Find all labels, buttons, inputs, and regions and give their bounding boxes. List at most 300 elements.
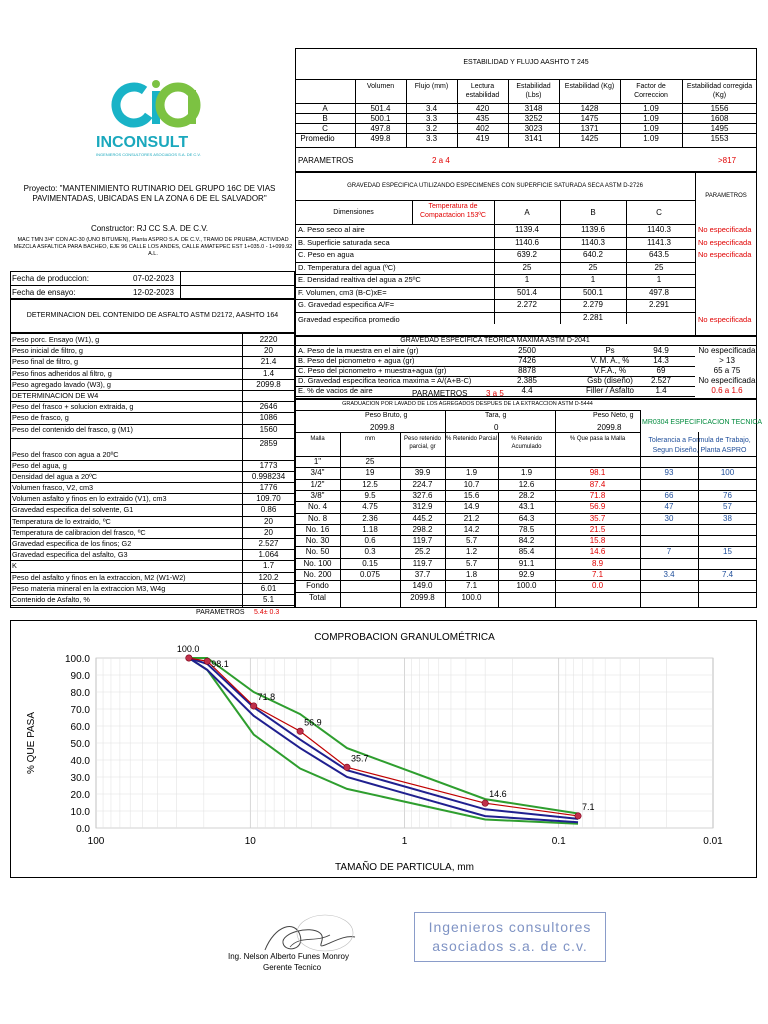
grading-cell: 327.6	[412, 490, 433, 500]
grading-cell: 0.6	[364, 536, 376, 546]
grading-col-line	[445, 410, 446, 432]
stability-cell: 1475	[580, 114, 599, 123]
extraction-value: 0.998234	[251, 471, 286, 481]
extraction-value: 21.4	[260, 357, 277, 367]
gravity-col-header: A	[524, 208, 530, 217]
grading-cell: 0.3	[364, 547, 376, 557]
data-point	[204, 658, 210, 664]
grading-tol-high: 38	[723, 513, 732, 523]
gravity-title: GRAVEDAD ESPECIFICA UTILIZANDO ESPECIMENES CON SUPERFICIE SATURADA SECA ASTM D-2726	[347, 183, 643, 189]
theoretical-row-label: B. Peso del picnometro + agua (gr)	[298, 356, 415, 365]
grading-cell: 7.1	[465, 581, 478, 591]
data-label: 71.8	[257, 691, 276, 702]
gravity-cell: 2.279	[582, 300, 604, 309]
data-point	[344, 764, 350, 770]
chart-title: COMPROBACION GRANULOMÉTRICA	[314, 632, 495, 643]
grading-cell: 25.2	[414, 547, 431, 557]
grading-cell: No. 30	[305, 536, 330, 546]
grading-tare: 0	[494, 423, 499, 432]
grading-cell: 0.15	[362, 558, 378, 568]
stability-cell: 3.3	[425, 114, 438, 123]
theoretical-key-value: 69	[656, 366, 666, 375]
grading-header: Malla	[310, 436, 325, 442]
grading-cell: 5.7	[465, 558, 478, 568]
stability-cell: 1371	[580, 124, 599, 133]
test-date: 12-02-2023	[133, 288, 174, 297]
y-tick-label: 70.0	[70, 705, 90, 716]
gravity-param: No especificada	[698, 237, 752, 247]
grading-gross: 2099.8	[370, 423, 395, 432]
grading-cell: No. 50	[305, 547, 330, 557]
stability-cell: 1.09	[643, 134, 659, 143]
gravity-cell: 497.8	[648, 287, 670, 297]
extraction-row-label: Contenido de Asfalto, %	[12, 595, 90, 604]
grading-tol-low: 93	[664, 468, 674, 478]
stability-header: Estabilidad (Kg)	[564, 83, 615, 90]
theoretical-value: 4.4	[521, 386, 533, 395]
grading-cell: No. 4	[307, 502, 328, 512]
grading-cell: 87.4	[589, 479, 606, 489]
grading-header: % Retenido Parcial	[445, 436, 498, 442]
grading-tare-label: Tara, g	[485, 412, 507, 419]
stamp-line-1: Ingenieros consultores	[428, 919, 592, 935]
extraction-value: 2.527	[258, 539, 279, 548]
stability-cell: 500.1	[370, 114, 391, 123]
extraction-row-label: Peso agregado lavado (W3), g	[12, 379, 111, 389]
mix-description: MAC TMN 3/4" CON AC-30 (UNO BITUMEN), Planta ASPRO S.A. DE C.V., TRAMO DE PRUEBA, ACTIVIDAD MEZCLA ASFALTICA PARA BACHEO, EJE 96 CALLE LOS ANDES, CALLE AMATEPEC EST 1+035.0 - 1+099.92 A.L.	[13, 237, 293, 257]
extraction-param-label: PARAMETROS	[196, 609, 245, 616]
grading-cell: 37.7	[414, 570, 431, 579]
grading-cell: 1.8	[465, 570, 478, 579]
grading-cell: 19	[365, 468, 375, 478]
grading-tol-title: Tolerancia a Formula de Trabajo, Segun Diseño, Planta ASPRO	[648, 437, 751, 454]
extraction-param-value: 5.4± 0.3	[254, 609, 280, 616]
theoretical-key-value: 1.4	[655, 386, 667, 395]
extraction-value: 1.7	[262, 561, 275, 571]
x-tick-label: 0.01	[703, 836, 723, 847]
gravity-cell: 643.5	[648, 250, 670, 259]
gravity-col-header: B	[590, 208, 596, 217]
gravity-row-label: C. Peso en agua	[298, 250, 354, 259]
extraction-row-label: Temperatura de lo extraido, ºC	[12, 516, 111, 526]
theoretical-key: V.F.A., %	[593, 366, 627, 375]
grading-cell: 35.7	[589, 513, 606, 523]
grading-cell: 14.9	[463, 502, 480, 512]
extraction-row-label: Gravedad especifica del asfalto, G3	[12, 550, 128, 560]
grading-cell: 8.9	[591, 558, 604, 568]
extraction-row-label: Peso del contenido del frasco, g (M1)	[12, 424, 133, 434]
gravity-cell: 2.272	[516, 300, 538, 309]
grading-cell: 1/2"	[310, 479, 325, 489]
gravity-cell: 25	[588, 262, 598, 272]
grading-row-line	[295, 592, 757, 593]
extraction-value: 20	[264, 516, 273, 526]
grading-cell: 14.2	[463, 524, 480, 534]
theoretical-param-voids: 3 a 5	[486, 389, 504, 398]
stability-row-id: A	[322, 104, 328, 113]
grading-cell: 312.9	[412, 502, 433, 512]
gravity-avg: 2.281	[582, 312, 604, 322]
grading-cell: 28.2	[518, 490, 535, 500]
theoretical-key-value: 2.527	[650, 376, 672, 385]
production-date: 07-02-2023	[133, 274, 174, 283]
extraction-value: 6.01	[260, 583, 277, 593]
stability-cell: 3.4	[425, 104, 438, 113]
gravity-cell: 1139.6	[581, 225, 605, 234]
gravity-cell: 25	[522, 262, 532, 272]
grading-header: Peso retenido parcial, gr	[403, 436, 442, 450]
stamp-line-2: asociados s.a. de c.v.	[432, 938, 588, 954]
theoretical-value: 8878	[518, 366, 536, 375]
grading-header: % Retenido Acumulado	[510, 436, 543, 450]
y-tick-label: 90.0	[70, 671, 90, 682]
theoretical-row-label: A. Peso de la muestra en el aire (gr)	[298, 346, 419, 355]
extraction-value: 2646	[259, 402, 278, 412]
stability-cell: 419	[475, 134, 490, 143]
extraction-row-label: Peso del asfalto y finos en la extraccion, M2 (W1-W2)	[12, 572, 186, 582]
grading-tol-high: 57	[723, 502, 732, 512]
gravity-cell: 1141.3	[647, 237, 671, 247]
gravity-cell: 1140.3	[647, 225, 671, 234]
stability-cell: 402	[475, 124, 490, 133]
grading-tol-high: 100	[720, 468, 735, 478]
gravity-row-label: G. Gravedad especifica A/F=	[298, 300, 395, 309]
theoretical-key: V. M. A., %	[590, 356, 630, 365]
extraction-row-label: Peso materia mineral en la extraccion M3, W4g	[12, 583, 166, 593]
gravity-temp-label: Temperatura de Compactacion 153ºC	[420, 203, 486, 219]
test-label: Fecha de ensayo:	[12, 288, 76, 297]
theoretical-param: No especificada	[698, 376, 756, 385]
theoretical-key-value: 14.3	[653, 356, 669, 365]
stability-cell: 1.09	[643, 114, 659, 123]
stability-title: ESTABILIDAD Y FLUJO AASHTO T 245	[463, 59, 589, 66]
theoretical-param: 65 a 75	[713, 366, 741, 375]
extraction-row-label: K	[12, 561, 17, 571]
y-tick-label: 100.0	[64, 654, 90, 665]
grading-cell: Total	[309, 592, 326, 602]
stability-cell: 3023	[524, 124, 543, 133]
extraction-value: 109.70	[256, 494, 281, 504]
extraction-row-label: Peso del agua, g	[12, 460, 67, 470]
grading-header: mm	[365, 436, 375, 442]
y-tick-label: 40.0	[70, 756, 90, 767]
grading-cell: 39.9	[414, 468, 431, 478]
gravity-param: No especificada	[698, 225, 752, 234]
grading-tol-low: 30	[664, 513, 674, 523]
grading-cell: 298.2	[412, 524, 433, 534]
grading-cell: 4.75	[362, 502, 378, 512]
stability-cell: 420	[475, 104, 490, 113]
extraction-value: 2099.8	[256, 379, 281, 389]
stability-cell: 497.8	[370, 124, 391, 133]
grading-cell: 12.5	[362, 479, 378, 489]
theoretical-row-label: C. Peso del picnometro + muestra+agua (gr)	[298, 366, 447, 375]
grading-cell: 78.5	[518, 524, 535, 534]
theoretical-title: GRAVEDAD ESPECIFICA TEORICA MAXIMA ASTM D-2041	[400, 337, 590, 344]
x-axis-label: TAMAÑO DE PARTICULA, mm	[335, 862, 474, 873]
production-label: Fecha de produccion:	[12, 274, 89, 283]
grading-net: 2099.8	[597, 423, 622, 432]
extraction-row-label: Peso final de filtro, g	[12, 357, 79, 367]
constructor-name: Constructor: RJ CC S.A. DE C.V.	[90, 224, 209, 233]
grading-cell: 1"	[313, 457, 322, 466]
grading-cell: 2.36	[362, 513, 378, 523]
grading-cell: 224.7	[412, 479, 433, 489]
grading-cell: 2099.8	[410, 592, 435, 602]
grading-cell: 98.1	[589, 468, 606, 478]
stability-cell: 3.2	[425, 124, 438, 133]
extraction-row-label: Densidad del agua a 20ºC	[12, 471, 98, 481]
stability-cell: 3252	[524, 114, 543, 123]
theoretical-param-label: PARAMETROS	[412, 389, 468, 398]
grading-gross-label: Peso Bruto, g	[365, 412, 408, 419]
data-label: 100.0	[176, 644, 200, 654]
grading-cell: No. 8	[307, 513, 328, 523]
gravity-cell: 640.2	[582, 250, 604, 259]
grading-cell: 119.7	[412, 558, 433, 568]
grading-title: GRADUACION POR LAVADO DE LOS AGREGADOS DESPUES DE LA EXTRACCION ASTM D-5444	[342, 401, 593, 407]
gravity-row-label: B. Superficie saturada seca	[298, 237, 390, 247]
gravity-cell: 1	[590, 275, 596, 284]
company-logo	[96, 78, 206, 158]
y-tick-label: 60.0	[70, 722, 90, 733]
grading-cell: 71.8	[589, 490, 606, 500]
extraction-value: 5.1	[262, 595, 275, 604]
stability-header: Estabilidad (Lbs)	[516, 83, 551, 99]
signer-role: Gerente Tecnico	[263, 963, 322, 972]
gravity-param: No especificada	[698, 250, 752, 259]
signer-name: Ing. Nelson Alberto Funes Monroy	[228, 952, 349, 961]
y-tick-label: 80.0	[70, 688, 90, 699]
gravity-row-label: A. Peso seco al aire	[298, 225, 365, 234]
grading-cell: 1.2	[465, 547, 478, 557]
grading-cell: No. 100	[303, 558, 332, 568]
stability-cell: 1553	[710, 134, 729, 143]
extraction-row-label: Volumen frasco, V2, cm3	[12, 483, 94, 492]
y-tick-label: 20.0	[70, 790, 90, 801]
stability-cell: 1556	[710, 104, 729, 113]
grading-cell: 119.7	[412, 536, 433, 546]
gravity-avg-label: Gravedad especifica promedio	[298, 314, 400, 324]
theoretical-param: No especificada	[698, 346, 756, 355]
extraction-value: 1776	[259, 483, 278, 492]
theoretical-param: > 13	[719, 356, 735, 365]
stability-cell: 1.09	[643, 104, 659, 113]
data-label: 56.9	[304, 717, 322, 728]
data-label: 7.1	[582, 801, 595, 812]
theoretical-value: 2500	[518, 346, 536, 355]
project-title: Proyecto: "MANTENIMIENTO RUTINARIO DEL GRUPO 16C DE VIAS PAVIMENTADAS, UBICADAS EN LA ZONA 6 DE EL SALVADOR"	[23, 184, 276, 203]
grading-cell: 1.18	[362, 524, 378, 534]
gravity-cell: 639.2	[516, 250, 538, 259]
grading-cell: 149.0	[412, 581, 433, 591]
grading-cell: 5.7	[465, 536, 478, 546]
gravity-cell: 1140.6	[515, 237, 539, 247]
grading-cell: 15.6	[463, 490, 480, 500]
grading-col-line	[640, 410, 641, 432]
y-tick-label: 30.0	[70, 773, 90, 784]
grading-spec-title: MR0304 ESPECIFICACION TECNICA	[642, 419, 763, 426]
grading-tol-high: 15	[723, 547, 732, 557]
grading-col-line	[555, 410, 556, 432]
theoretical-row-label: D. Gravedad especifica teorica maxima = A/(A+B-C)	[298, 376, 472, 385]
stability-row-id: C	[322, 124, 328, 133]
theoretical-param: 0.6 a 1.6	[711, 386, 743, 395]
grading-net-label: Peso Neto, g	[593, 412, 634, 419]
extraction-row-label: Peso del frasco con agua a 20ºC	[12, 449, 119, 459]
data-label: 98.1	[211, 659, 229, 670]
extraction-value: 1086	[259, 413, 278, 423]
extraction-value: 1560	[259, 424, 278, 434]
grading-cell: 1.9	[465, 468, 478, 478]
gravity-row-line	[295, 312, 695, 313]
stability-header: Estabilidad corregida (Kg)	[686, 83, 753, 99]
data-label: 14.6	[489, 789, 507, 800]
stability-row-id: Promedio	[300, 134, 335, 143]
stability-cell: 3148	[524, 104, 543, 113]
extraction-row-line	[10, 605, 295, 606]
grading-cell: No. 16	[305, 524, 330, 534]
grading-cell: 3/8"	[310, 490, 325, 500]
grading-cell: 7.1	[591, 570, 604, 579]
grading-cell: 85.4	[518, 547, 535, 557]
grading-tol-low: 66	[664, 490, 674, 500]
grading-cell: 9.5	[364, 490, 376, 500]
data-point	[575, 813, 581, 819]
gravity-cell: 1139.4	[515, 225, 539, 234]
gravity-row-label: D. Temperatura del agua (ºC)	[298, 262, 396, 272]
stability-param-flow: 2 a 4	[432, 156, 450, 165]
extraction-row-label: Gravedad especifica de los finos; G2	[12, 539, 132, 548]
data-point	[250, 703, 256, 709]
theoretical-key: Ps	[605, 346, 615, 355]
extraction-row-label: Peso de frasco, g	[12, 413, 69, 423]
grading-cell: 0.0	[591, 581, 604, 591]
grading-cell: 14.6	[589, 547, 606, 557]
data-label: 35.7	[350, 753, 369, 764]
grading-cell: 445.2	[412, 513, 433, 523]
stability-row-line	[295, 147, 757, 148]
gravity-dim-label: Dimensiones	[333, 209, 374, 216]
stability-cell: 1608	[710, 114, 729, 123]
extraction-row-label: Peso inicial de filtro, g	[12, 346, 83, 356]
grading-cell: 84.2	[518, 536, 535, 546]
gravity-cell: 1	[524, 275, 530, 284]
grading-tol-low: 7	[666, 547, 672, 557]
theoretical-value: 2.385	[516, 376, 538, 385]
x-tick-label: 10	[244, 836, 256, 847]
y-tick-label: 0.0	[76, 824, 90, 835]
grading-cell: 0.075	[359, 570, 381, 579]
extraction-row-label: Temperatura de calibracion del frasco, ºC	[12, 527, 146, 537]
theoretical-row-label: E. % de vacios de aire	[298, 386, 373, 395]
extraction-row-label: Volumen asfalto y finos en lo extraido (V1), cm3	[12, 494, 167, 504]
extraction-row-label: Gravedad especifica del solvente, G1	[12, 505, 134, 515]
grading-cell: 25	[365, 457, 375, 466]
logo-name: INCONSULT	[96, 134, 189, 151]
extraction-value: 1.4	[262, 368, 275, 378]
grading-cell: 92.9	[518, 570, 535, 579]
gravity-cell: 500.1	[582, 287, 604, 297]
x-tick-label: 1	[401, 836, 408, 847]
grading-cell: 64.3	[518, 513, 535, 523]
extraction-row-label: DETERMINACION DE W4	[12, 391, 99, 400]
stability-cell: 1.09	[643, 124, 659, 133]
extraction-row-label: Peso del frasco + solucion extraida, g	[12, 402, 134, 412]
grading-cell: 21.5	[589, 524, 606, 534]
stability-header: Lectura estabilidad	[465, 83, 500, 99]
extraction-value: 20	[264, 346, 273, 356]
extraction-value: 2859	[259, 438, 278, 448]
stability-cell: 499.8	[370, 134, 391, 143]
grading-tol-low: 3.4	[663, 570, 675, 579]
data-point	[297, 728, 303, 734]
grading-cell: 91.1	[518, 558, 535, 568]
extraction-value: 1773	[259, 460, 278, 470]
stability-row-id: B	[322, 114, 328, 123]
stability-cell: 435	[475, 114, 490, 123]
gravity-row-label: F. Volumen, cm3 (B-C)xE=	[298, 287, 387, 297]
x-tick-label: 0.1	[551, 836, 566, 847]
data-point	[482, 800, 488, 806]
grading-cell: Fondo	[306, 581, 329, 591]
grading-cell: 1.9	[520, 468, 533, 478]
x-tick-label: 100	[87, 836, 105, 847]
grading-cell: 3/4"	[310, 468, 325, 478]
grading-cell: 100.0	[516, 581, 537, 591]
grading-tol-low: 47	[664, 502, 674, 512]
stability-cell: 1495	[710, 124, 729, 133]
gravity-param-header: PARAMETROS	[705, 193, 747, 199]
gravity-avg-param: No especificada	[698, 314, 752, 324]
grading-cell: 100.0	[461, 592, 482, 602]
stability-cell: 3141	[524, 134, 543, 143]
gravity-cell: 1140.3	[581, 237, 605, 247]
stability-header: Factor de Correccion	[634, 83, 668, 99]
y-tick-label: 50.0	[70, 739, 90, 750]
extraction-value: 0.86	[260, 505, 277, 515]
extraction-value: 20	[264, 527, 273, 537]
grading-row-line	[295, 432, 640, 433]
theoretical-key-value: 94.9	[653, 346, 669, 355]
grading-cell: 56.9	[589, 502, 606, 512]
gravity-cell: 25	[654, 262, 664, 272]
stability-param-stab: >817	[718, 156, 737, 165]
stability-header: Flujo (mm)	[414, 83, 449, 90]
stability-cell: 3.3	[425, 134, 438, 143]
stability-header: Volumen	[366, 83, 395, 90]
grading-cell: 15.8	[589, 536, 606, 546]
theoretical-key: Gsb (diseño)	[587, 376, 633, 385]
extraction-value: 120.2	[258, 572, 279, 582]
y-axis-label: % QUE PASA	[26, 711, 37, 775]
grading-cell: 21.2	[463, 513, 480, 523]
grading-cell: 12.6	[518, 479, 535, 489]
gravity-cell: 501.4	[516, 287, 538, 297]
grading-tol-high: 76	[723, 490, 732, 500]
grading-cell: No. 200	[303, 570, 332, 579]
theoretical-value: 7426	[518, 356, 536, 365]
grading-cell: 43.1	[518, 502, 535, 512]
extraction-row-label: Peso porc. Ensayo (W1), g	[12, 335, 100, 344]
granulometry-chart	[10, 620, 757, 878]
data-point	[186, 655, 192, 661]
logo-tagline: INGENIEROS CONSULTORES ASOCIADOS S.A. DE C.V.	[96, 152, 201, 157]
extraction-row-label: Peso finos adheridos al filtro, g	[12, 368, 112, 378]
gravity-col-header: C	[656, 208, 662, 217]
method-title: DETERMINACION DEL CONTENIDO DE ASFALTO ASTM D2172, AASHTO 164	[26, 312, 279, 319]
y-tick-label: 10.0	[70, 807, 90, 818]
